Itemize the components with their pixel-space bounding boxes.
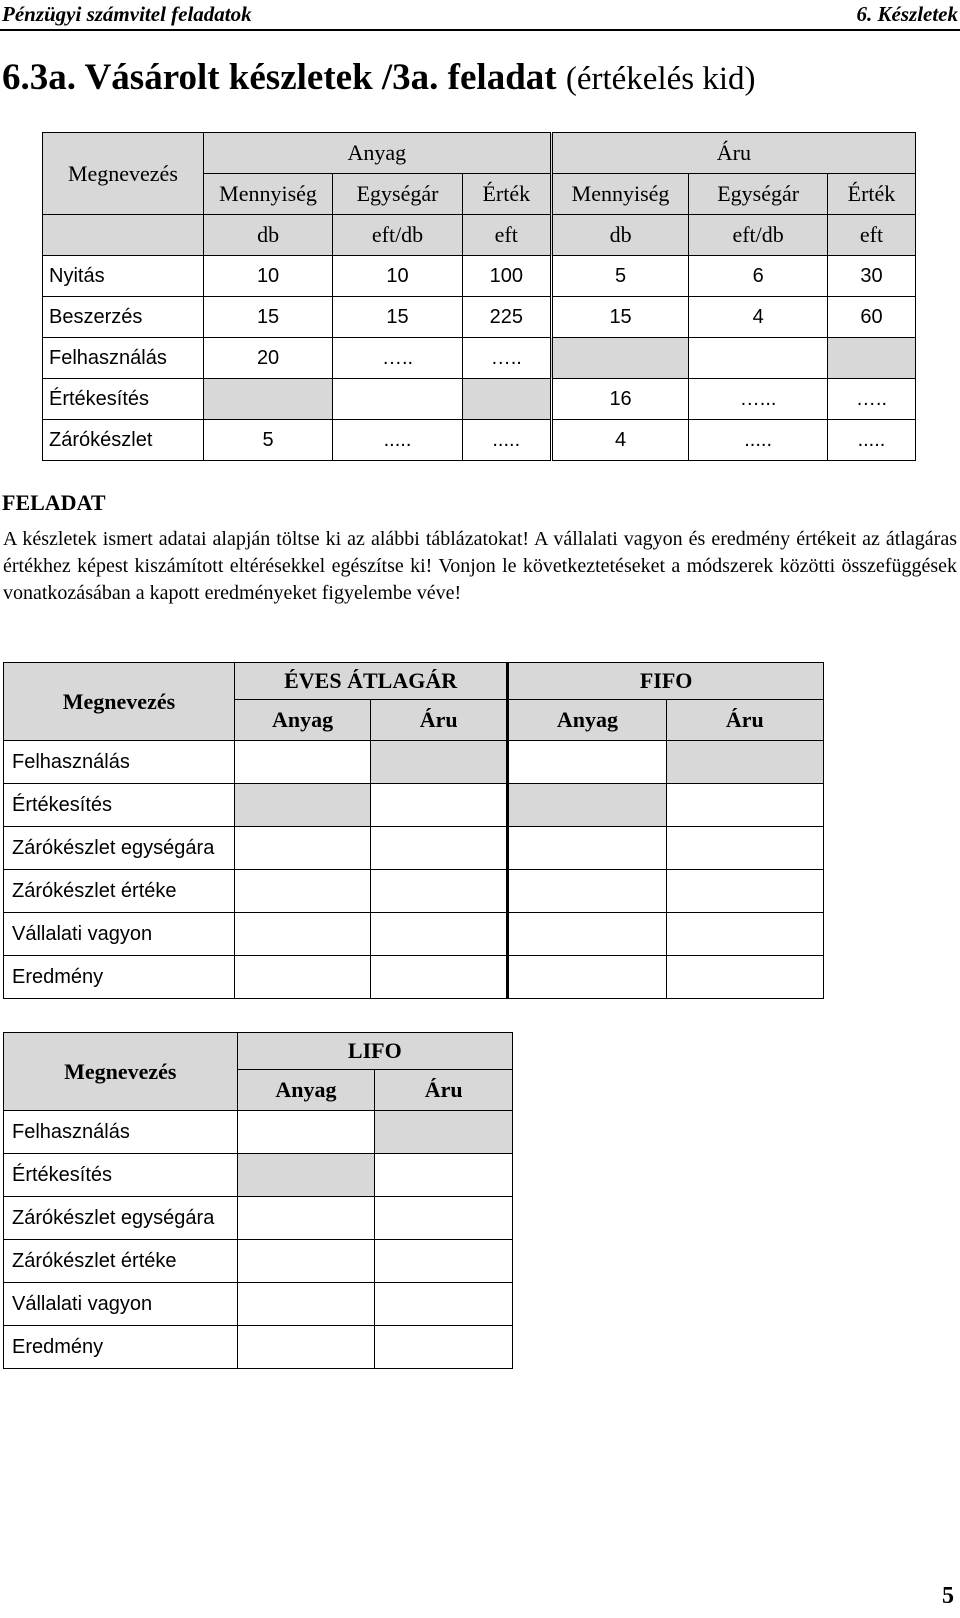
header-rule [0,29,960,31]
table-row [43,379,916,420]
t3-cell[interactable] [237,1326,375,1369]
t1-cell: 10 [203,256,332,297]
t2-sub-header: Anyag [234,700,370,741]
table-row [4,1326,513,1369]
t3-cell[interactable] [237,1283,375,1326]
t1-unit: db [551,215,689,256]
t2-cell[interactable] [666,956,823,999]
t1-row-label: Nyitás [43,256,204,297]
header-right: 6. Készletek [856,2,958,26]
t1-cell [333,379,462,420]
t1-row-label: Beszerzés [43,297,204,338]
t2-row-label: Felhasználás [4,741,235,784]
t1-cell: 4 [689,297,828,338]
feladat-heading: FELADAT [2,490,106,515]
table-row [4,1240,513,1283]
table-row [4,956,824,999]
t1-cell: 225 [462,297,551,338]
t3-cell[interactable] [375,1326,513,1369]
title-main: 6.3a. Vásárolt készletek /3a. feladat [2,57,557,98]
t3-sub-header: Áru [375,1070,513,1111]
t3-sub-header: Anyag [237,1070,375,1111]
t2-cell[interactable] [371,913,508,956]
t2-cell[interactable] [234,827,370,870]
t3-name-header: Megnevezés [4,1033,238,1111]
table-row [4,870,824,913]
t3-cell-shaded [375,1111,513,1154]
t3-group-lifo: LIFO [237,1033,512,1070]
t1-cell: ..... [689,420,828,461]
table-row [4,827,824,870]
t1-cell-shaded [551,338,689,379]
t1-unit: eft/db [333,215,462,256]
table-row [4,1154,513,1197]
t1-cell: 100 [462,256,551,297]
t1-group-aru: Áru [551,133,915,174]
t3-cell-shaded [237,1154,375,1197]
t1-cell: 5 [203,420,332,461]
inventory-data-table [42,132,916,461]
t2-cell-shaded [234,784,370,827]
t1-row-label: Felhasználás [43,338,204,379]
t1-col-header: Mennyiség [551,174,689,215]
t2-cell[interactable] [234,741,370,784]
t3-row-label: Zárókészlet értéke [4,1240,238,1283]
t2-name-header: Megnevezés [4,663,235,741]
t1-cell: 6 [689,256,828,297]
t2-row-label: Zárókészlet egységára [4,827,235,870]
t1-cell: 16 [551,379,689,420]
t1-cell: 60 [827,297,915,338]
t2-row-label: Vállalati vagyon [4,913,235,956]
title-sub: (értékelés kid) [565,61,756,97]
t1-cell: ..... [827,420,915,461]
t2-cell[interactable] [371,827,508,870]
t2-cell[interactable] [234,870,370,913]
t1-unit: db [203,215,332,256]
t2-cell[interactable] [371,956,508,999]
t2-cell[interactable] [508,870,666,913]
t2-row-label: Zárókészlet értéke [4,870,235,913]
t2-sub-header: Áru [666,700,823,741]
t2-sub-header: Anyag [508,700,666,741]
t2-cell[interactable] [371,784,508,827]
t2-row-label: Eredmény [4,956,235,999]
t1-cell: 15 [551,297,689,338]
t3-row-label: Vállalati vagyon [4,1283,238,1326]
t3-cell[interactable] [375,1283,513,1326]
table-row [43,256,916,297]
table-row [43,297,916,338]
t3-row-label: Eredmény [4,1326,238,1369]
page-header [0,0,960,30]
task-text: A készletek ismert adatai alapján töltse ki az alábbi táblázatokat! A vállalati vagyon és eredmény értékeit az átlagáras értékhez képest kiszámított eltérésekkel egészítse ki! Vonjon le következtetéseket a módszerek közötti összefüggések vonatkozásában a kapott eredményeket figyelembe véve! [3,528,957,604]
t2-cell[interactable] [508,827,666,870]
t2-cell[interactable] [666,827,823,870]
t2-cell-shaded [508,784,666,827]
t1-cell: ….. [462,338,551,379]
table-row [4,1283,513,1326]
t1-cell: ….. [333,338,462,379]
t2-cell[interactable] [234,913,370,956]
t2-cell[interactable] [508,956,666,999]
table-row [4,913,824,956]
t1-unit-blank [43,215,204,256]
t1-cell [689,338,828,379]
t1-row-label: Zárókészlet [43,420,204,461]
t1-cell-shaded [827,338,915,379]
t1-cell: ..... [333,420,462,461]
t3-cell[interactable] [237,1111,375,1154]
t1-col-header: Egységár [689,174,828,215]
t2-sub-header: Áru [371,700,508,741]
t1-cell-shaded [203,379,332,420]
t1-cell: 20 [203,338,332,379]
t1-col-header: Érték [462,174,551,215]
table-row [4,1197,513,1240]
t1-col-header: Érték [827,174,915,215]
t2-cell-shaded [371,741,508,784]
t2-cell[interactable] [508,913,666,956]
t3-cell[interactable] [375,1197,513,1240]
t2-cell[interactable] [666,913,823,956]
t1-row-label: Értékesítés [43,379,204,420]
t2-group-fifo: FIFO [508,663,824,700]
t3-row-label: Felhasználás [4,1111,238,1154]
t1-cell-shaded [462,379,551,420]
lifo-table [3,1032,513,1369]
t1-cell: 15 [203,297,332,338]
t2-cell[interactable] [666,784,823,827]
t2-row-label: Értékesítés [4,784,235,827]
t3-cell[interactable] [375,1154,513,1197]
table-row [4,784,824,827]
t2-cell[interactable] [508,741,666,784]
t1-unit: eft [827,215,915,256]
t1-cell: 30 [827,256,915,297]
t1-cell: 4 [551,420,689,461]
t1-col-header: Egységár [333,174,462,215]
table-row [43,420,916,461]
t2-cell-shaded [666,741,823,784]
t2-group-average: ÉVES ÁTLAGÁR [234,663,507,700]
t1-group-anyag: Anyag [203,133,551,174]
t1-unit: eft [462,215,551,256]
t3-cell[interactable] [375,1240,513,1283]
average-fifo-table [3,662,824,999]
header-left: Pénzügyi számvitel feladatok [2,2,252,26]
t2-cell[interactable] [234,956,370,999]
t1-cell: ….. [827,379,915,420]
t3-row-label: Zárókészlet egységára [4,1197,238,1240]
t1-cell: 15 [333,297,462,338]
t2-cell[interactable] [371,870,508,913]
t1-name-header: Megnevezés [43,133,204,215]
t1-col-header: Mennyiség [203,174,332,215]
table-row [43,338,916,379]
t3-cell[interactable] [237,1240,375,1283]
page-title [2,56,756,99]
t1-cell: 10 [333,256,462,297]
t1-unit: eft/db [689,215,828,256]
t1-cell: …... [689,379,828,420]
t1-cell: ..... [462,420,551,461]
t3-cell[interactable] [237,1197,375,1240]
page-number: 5 [942,1583,954,1609]
table-row [4,741,824,784]
table-row [4,1111,513,1154]
t3-row-label: Értékesítés [4,1154,238,1197]
t1-cell: 5 [551,256,689,297]
t2-cell[interactable] [666,870,823,913]
